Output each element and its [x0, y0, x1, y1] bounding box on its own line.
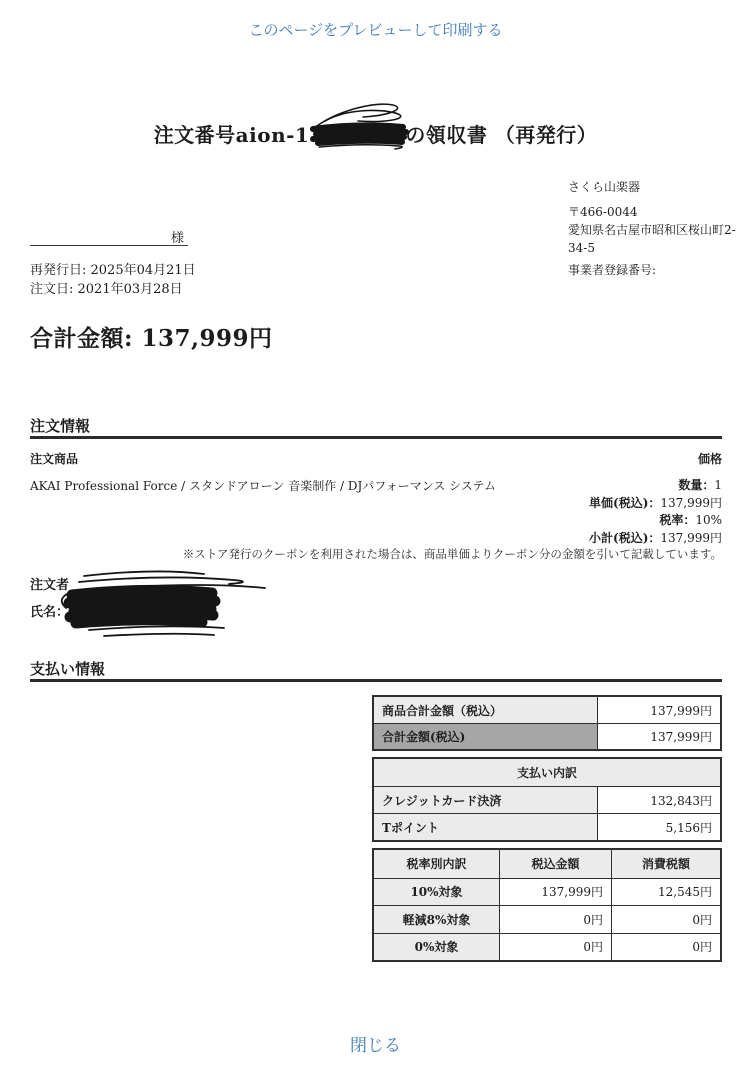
tax-rate-label: 税率：: [659, 513, 696, 527]
unit-price-line: [589, 495, 722, 513]
order-info-divider: [30, 436, 722, 439]
tax-rate-value: 10%: [695, 513, 722, 527]
name-redaction-scribble-icon: [52, 563, 274, 647]
breakdown-header: 支払い内訳: [374, 759, 720, 786]
subtotal-label: 小計(税込)：: [589, 530, 661, 545]
receipt-title-prefix: 注文番号aion-1: [153, 123, 310, 147]
tax-table-header-tax: 消費税額: [612, 850, 720, 878]
order-date: 注文日: 2021年03月28日: [30, 282, 183, 297]
coupon-note: ※ストア発行のクーポンを利用された場合は、商品単価よりクーポン分の金額を引いて記載しています。: [182, 547, 722, 561]
tax-10-amount: 137,999円: [500, 879, 612, 906]
tax-0-tax: 0円: [612, 934, 720, 961]
product-name: AKAI Professional Force / スタンドアローン 音楽制作 / DJパフォーマンス システム: [30, 479, 496, 493]
tax-rate-line: [589, 512, 722, 530]
seller-name: さくら山楽器: [568, 180, 641, 194]
tax-10-tax: 12,545円: [612, 879, 720, 906]
summary-grand-total-label: 合計金額(税込): [374, 724, 598, 749]
close-link[interactable]: 閉じる: [350, 1036, 401, 1055]
recipient-name-line: [30, 227, 188, 246]
tax-reduced8-label: 軽減8%対象: [374, 906, 500, 933]
table-row: [374, 933, 720, 961]
table-header-row: [374, 850, 720, 878]
table-row: [374, 723, 720, 749]
quantity-value: 1: [714, 478, 722, 492]
order-number-redaction: [309, 124, 405, 144]
summary-grand-total-value: 137,999円: [598, 724, 720, 749]
seller-info: [568, 178, 751, 279]
table-row: [374, 813, 720, 840]
payment-info-divider: [30, 679, 722, 682]
credit-card-label: クレジットカード決済: [374, 787, 598, 813]
recipient-honorific: 様: [170, 231, 184, 246]
payment-summary-table: [372, 695, 722, 751]
payment-info-heading: 支払い情報: [30, 660, 106, 678]
tax-0-label: 0%対象: [374, 934, 500, 961]
seller-postal-code: 〒466-0044: [568, 205, 638, 219]
receipt-title: [0, 119, 751, 148]
print-preview-link[interactable]: このページをプレビューして印刷する: [248, 22, 503, 39]
tax-breakdown-table: [372, 848, 722, 962]
payment-breakdown-table: [372, 757, 722, 842]
order-info-heading: 注文情報: [30, 417, 91, 435]
subtotal-line: [589, 530, 722, 548]
subtotal-value: 137,999円: [660, 530, 722, 545]
table-row: [374, 697, 720, 723]
tax-0-amount: 0円: [500, 934, 612, 961]
orderer-name-label: 氏名：: [30, 605, 70, 620]
summary-item-total-label: 商品合計金額（税込）: [374, 697, 598, 723]
quantity-line: [589, 477, 722, 495]
grand-total: 合計金額: 137,999円: [30, 325, 273, 352]
table-row: [374, 786, 720, 813]
tax-table-header-category: 税率別内訳: [374, 850, 500, 878]
t-point-label: Tポイント: [374, 814, 598, 840]
redaction-scribble-icon: [303, 98, 415, 152]
date-block: [30, 261, 196, 299]
table-row: [374, 905, 720, 933]
seller-address: 愛知県名古屋市昭和区桜山町2-34-5: [568, 223, 736, 255]
quantity-label: 数量：: [678, 478, 715, 492]
price-column-header: 価格: [697, 452, 722, 466]
order-detail-stack: [589, 477, 722, 547]
tax-reduced8-amount: 0円: [500, 906, 612, 933]
table-header-row: [374, 759, 720, 786]
seller-registration-label: 事業者登録番号:: [568, 263, 657, 277]
reissue-date: 再発行日: 2025年04月21日: [30, 263, 196, 278]
orderer-name-redaction: [52, 563, 274, 651]
unit-price-value: 137,999円: [660, 495, 722, 510]
table-row: [374, 878, 720, 906]
summary-item-total-value: 137,999円: [598, 697, 720, 723]
receipt-title-suffix: の領収書 （再発行）: [405, 123, 598, 147]
tax-table-header-amount: 税込金額: [500, 850, 612, 878]
credit-card-value: 132,843円: [598, 787, 720, 813]
unit-price-label: 単価(税込)：: [589, 495, 661, 510]
t-point-value: 5,156円: [598, 814, 720, 840]
product-column-header: 注文商品: [30, 452, 79, 466]
orderer-heading: 注文者: [30, 578, 70, 593]
tax-reduced8-tax: 0円: [612, 906, 720, 933]
tax-10-label: 10%対象: [374, 879, 500, 906]
